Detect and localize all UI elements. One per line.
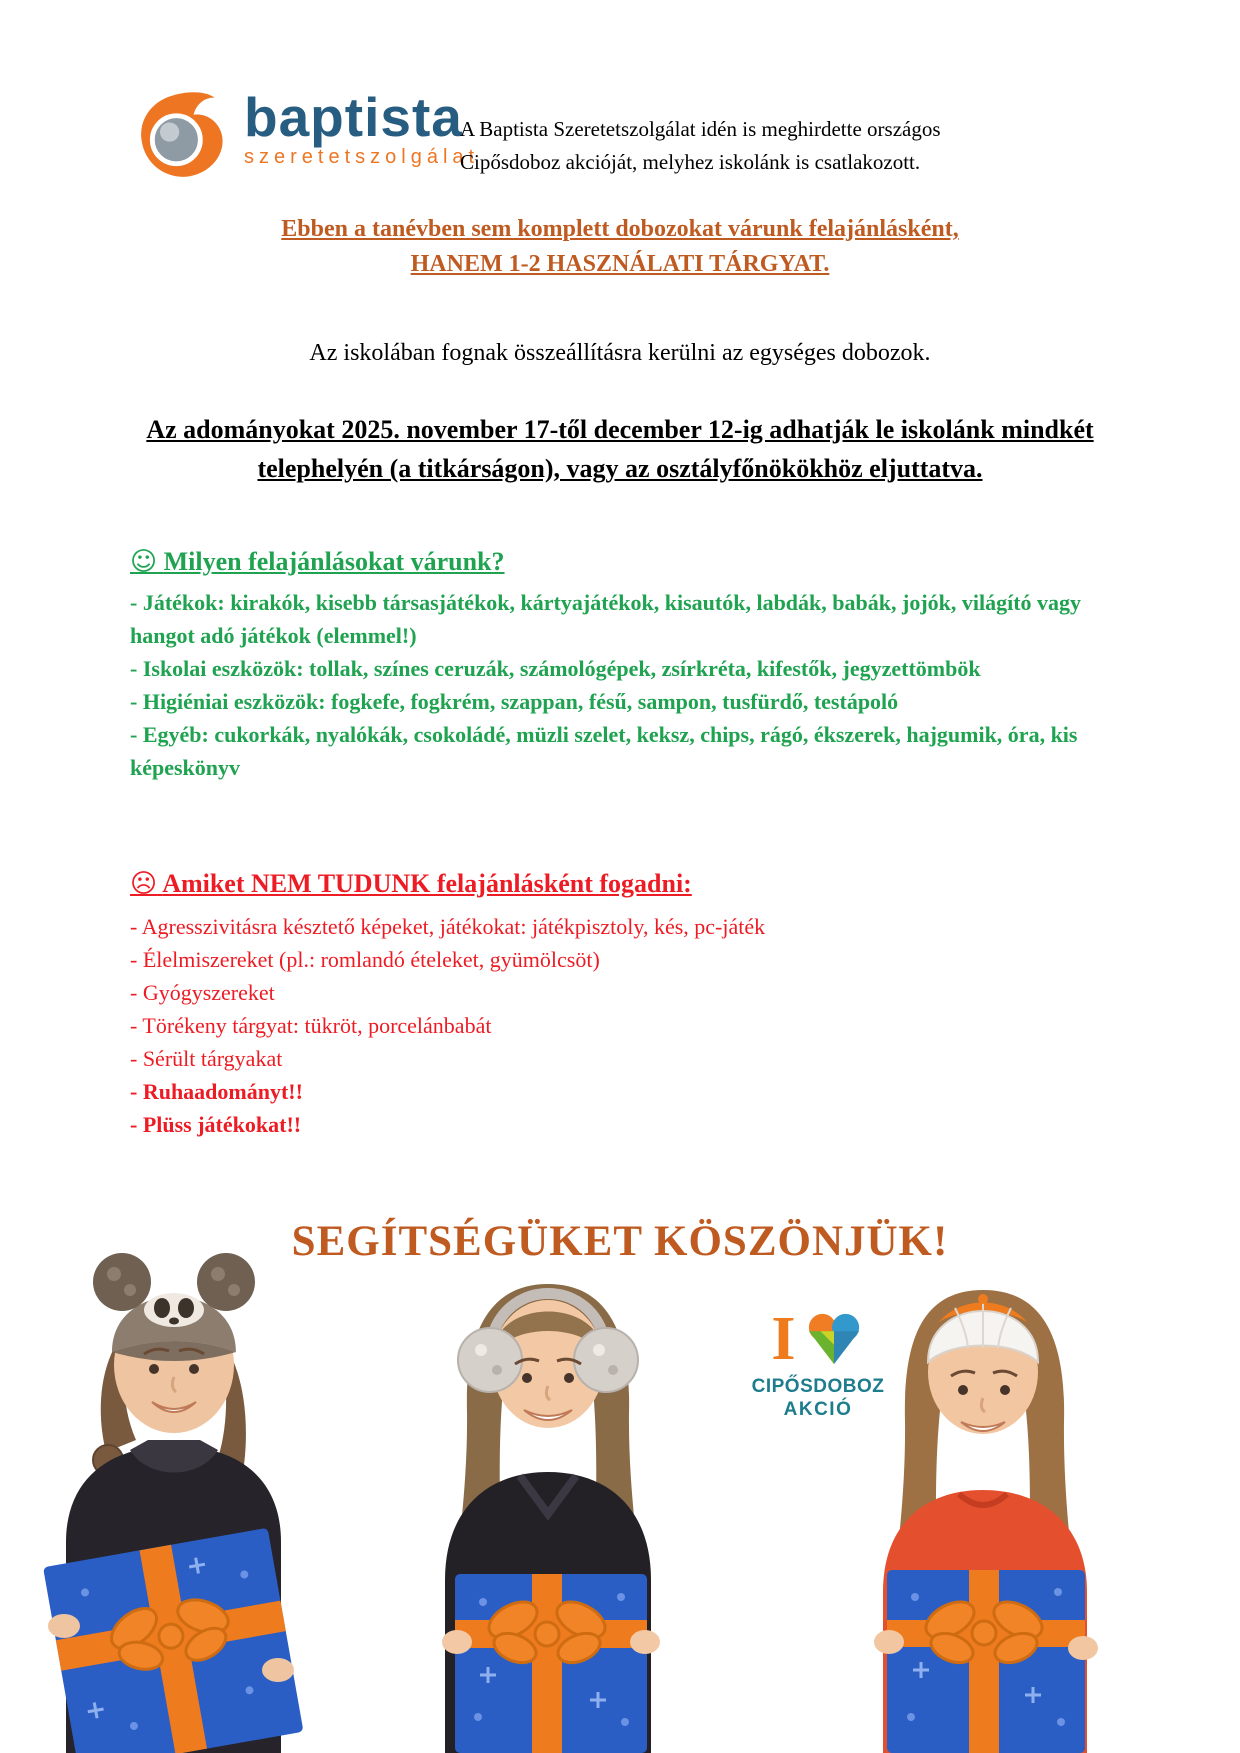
rejected-item: - Ruhaadományt!! xyxy=(130,1079,303,1104)
intro-paragraph: A Baptista Szeretetszolgálat idén is meghirdette országos Cipősdoboz akcióját, melyhez iskolánk is csatlakozott. xyxy=(460,117,941,174)
campaign-name-2: AKCIÓ xyxy=(783,1399,853,1420)
rejected-item: - Sérült tárgyakat xyxy=(130,1046,283,1071)
rejected-item: - Agresszivitásra késztető képeket, játékokat: játékpisztoly, kés, pc-játék xyxy=(130,914,766,939)
accepted-item: - Iskolai eszközök: tollak, színes ceruzák, számológépek, zsírkréta, kifestők, jegyzettömbök xyxy=(130,656,981,681)
accepted-item: - Egyéb: cukorkák, nyalókák, csokoládé, müzli szelet, keksz, chips, rágó, ékszerek, hajgumik, óra, kis képeskönyv xyxy=(130,722,1078,780)
rejected-title xyxy=(130,866,1115,902)
baptista-swirl-icon xyxy=(136,88,232,180)
rejected-item: - Élelmiszereket (pl.: romlandó ételeket, gyümölcsöt) xyxy=(130,947,600,972)
girl-panda-hat-with-gift-photo xyxy=(26,1158,321,1753)
announcement-line-1: Ebben a tanévben sem komplett dobozokat várunk felajánlásként, xyxy=(281,216,959,242)
announcement-line-2: HANEM 1-2 HASZNÁLATI TÁRGYAT. xyxy=(410,251,830,277)
girl-earmuffs-with-gift-photo xyxy=(393,1172,703,1753)
brand-subtitle: szeretetszolgálat xyxy=(244,146,480,168)
donation-period: Az adományokat 2025. november 17-től december 12-ig adhatják le iskolánk mindkét telephelyén (a titkárságon), vagy az osztályfőnökökhöz eljuttatva. xyxy=(146,415,1094,483)
assembly-note: Az iskolában fognak összeállításra kerülni az egységes dobozok. xyxy=(309,340,931,366)
accepted-title-text: Milyen felajánlásokat várunk? xyxy=(163,547,505,576)
campaign-name: CIPŐSDOBOZ xyxy=(751,1376,885,1397)
campaign-i-letter: I xyxy=(771,1305,796,1373)
thanks-heading: SEGÍTSÉGÜKET KÖSZÖNJÜK! xyxy=(291,1218,949,1265)
baptista-logo xyxy=(136,88,479,180)
smiley-icon: ☺ xyxy=(130,547,158,577)
accepted-title xyxy=(130,544,1115,580)
rejected-item: - Törékeny tárgyat: tükröt, porcelánbabát xyxy=(130,1013,492,1038)
frowning-face-icon: ☹ xyxy=(130,869,158,899)
rejected-item: - Plüss játékokat!! xyxy=(130,1112,302,1137)
accepted-item: - Játékok: kirakók, kisebb társasjátékok, kártyajátékok, kisautók, labdák, babák, jojók, világító vagy hangot adó játékok (elemmel!) xyxy=(130,590,1082,648)
accepted-item: - Higiéniai eszközök: fogkefe, fogkrém, szappan, fésű, sampon, tusfürdő, testápoló xyxy=(130,689,899,714)
rejected-section xyxy=(130,866,1115,1141)
brand-name: baptista xyxy=(244,86,463,148)
accepted-section xyxy=(130,544,1115,784)
announcement-heading xyxy=(0,212,1240,282)
girl-white-cap-with-gift-photo xyxy=(833,1172,1138,1753)
rejected-item: - Gyógyszereket xyxy=(130,980,275,1005)
rejected-title-text: Amiket NEM TUDUNK felajánlásként fogadni: xyxy=(162,869,692,898)
